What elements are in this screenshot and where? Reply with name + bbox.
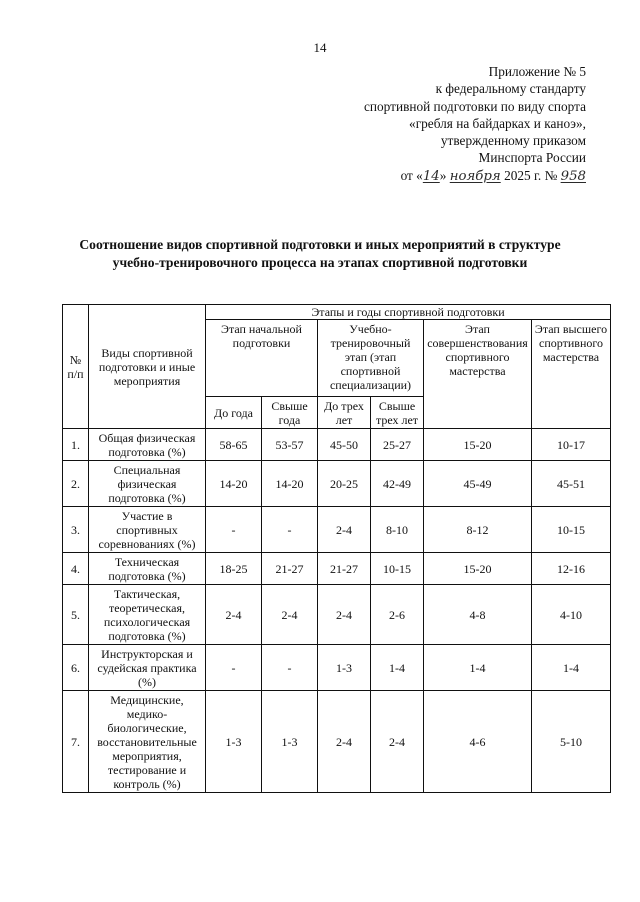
- cell-value: 14-20: [206, 461, 262, 507]
- cell-value: 1-3: [318, 645, 371, 691]
- cell-value: 45-49: [424, 461, 532, 507]
- row-number: 4.: [63, 553, 89, 585]
- cell-value: 45-50: [318, 429, 371, 461]
- row-name: Инструкторская и судейская практика (%): [89, 645, 206, 691]
- cell-value: 4-10: [532, 585, 611, 645]
- header-upto-three: До трех лет: [318, 397, 371, 429]
- cell-value: 53-57: [262, 429, 318, 461]
- appendix-block: [330, 63, 586, 185]
- table-row: [63, 553, 611, 585]
- header-kind: Виды спортивной подготовки и иные мероприятия: [89, 305, 206, 429]
- appendix-line: Минспорта России: [478, 150, 586, 166]
- order-date-line: [330, 167, 586, 185]
- cell-value: 10-15: [532, 507, 611, 553]
- row-name: Участие в спортивных соревнованиях (%): [89, 507, 206, 553]
- cell-value: 15-20: [424, 429, 532, 461]
- cell-value: 2-4: [262, 585, 318, 645]
- row-name: Общая физическая подготовка (%): [89, 429, 206, 461]
- header-higher-stage: Этап высшего спортивного мастерства: [532, 320, 611, 429]
- header-training-stage: Учебно-тренировочный этап (этап спортивной специализации): [318, 320, 424, 397]
- cell-value: 2-4: [318, 507, 371, 553]
- row-number: 3.: [63, 507, 89, 553]
- cell-value: 4-6: [424, 691, 532, 793]
- cell-value: 42-49: [371, 461, 424, 507]
- table-row: [63, 645, 611, 691]
- appendix-line: спортивной подготовки по виду спорта: [364, 98, 586, 114]
- cell-value: 10-17: [532, 429, 611, 461]
- header-upto-year: До года: [206, 397, 262, 429]
- handwritten-month: ноября: [449, 168, 501, 184]
- header-num: № п/п: [63, 305, 89, 429]
- document-title: [50, 236, 590, 272]
- row-name: Тактическая, теоретическая, психологическая подготовка (%): [89, 585, 206, 645]
- cell-value: 58-65: [206, 429, 262, 461]
- cell-value: 21-27: [318, 553, 371, 585]
- header-stages: Этапы и годы спортивной подготовки: [206, 305, 611, 320]
- cell-value: 2-4: [318, 585, 371, 645]
- cell-value: 1-3: [262, 691, 318, 793]
- date-mid: »: [439, 167, 447, 183]
- row-number: 6.: [63, 645, 89, 691]
- cell-value: 20-25: [318, 461, 371, 507]
- row-name: Специальная физическая подготовка (%): [89, 461, 206, 507]
- appendix-line: утвержденному приказом: [440, 133, 586, 149]
- header-initial-stage: Этап начальной подготовки: [206, 320, 318, 397]
- cell-value: 2-6: [371, 585, 424, 645]
- cell-value: 2-4: [371, 691, 424, 793]
- table-row: [63, 585, 611, 645]
- cell-value: 1-4: [424, 645, 532, 691]
- cell-value: 8-10: [371, 507, 424, 553]
- cell-value: 1-4: [532, 645, 611, 691]
- header-over-year: Свыше года: [262, 397, 318, 429]
- cell-value: 18-25: [206, 553, 262, 585]
- row-name: Техническая подготовка (%): [89, 553, 206, 585]
- header-improvement-stage: Этап совершенствования спортивного мастерства: [424, 320, 532, 429]
- table-row: [63, 429, 611, 461]
- cell-value: 1-3: [206, 691, 262, 793]
- row-number: 7.: [63, 691, 89, 793]
- cell-value: 12-16: [532, 553, 611, 585]
- title-line: учебно-тренировочного процесса на этапах спортивной подготовки: [112, 255, 528, 270]
- cell-value: 45-51: [532, 461, 611, 507]
- page-number: 14: [313, 40, 327, 55]
- row-number: 2.: [63, 461, 89, 507]
- appendix-line: к федеральному стандарту: [435, 81, 586, 97]
- cell-value: 8-12: [424, 507, 532, 553]
- cell-value: 21-27: [262, 553, 318, 585]
- cell-value: 4-8: [424, 585, 532, 645]
- cell-value: 2-4: [318, 691, 371, 793]
- cell-value: 25-27: [371, 429, 424, 461]
- cell-value: 10-15: [371, 553, 424, 585]
- row-number: 5.: [63, 585, 89, 645]
- table-row: [63, 461, 611, 507]
- cell-value: 15-20: [424, 553, 532, 585]
- title-line: Соотношение видов спортивной подготовки и иных мероприятий в структуре: [79, 237, 561, 252]
- table-row: [63, 507, 611, 553]
- header-over-three: Свыше трех лет: [371, 397, 424, 429]
- handwritten-order-number: 958: [560, 168, 586, 184]
- table-row: [63, 691, 611, 793]
- date-prefix: от «: [400, 167, 423, 183]
- cell-value: 2-4: [206, 585, 262, 645]
- cell-value: -: [206, 507, 262, 553]
- date-suffix: 2025 г. №: [504, 167, 558, 183]
- row-number: 1.: [63, 429, 89, 461]
- cell-value: 5-10: [532, 691, 611, 793]
- cell-value: 14-20: [262, 461, 318, 507]
- cell-value: 1-4: [371, 645, 424, 691]
- handwritten-day: 14: [422, 168, 440, 184]
- training-ratio-table: [62, 304, 611, 793]
- appendix-line: Приложение № 5: [488, 64, 586, 79]
- cell-value: -: [262, 645, 318, 691]
- row-name: Медицинские, медико-биологические, восстановительные мероприятия, тестирование и контроль (%): [89, 691, 206, 793]
- appendix-line: «гребля на байдарках и каноэ»,: [409, 115, 586, 131]
- cell-value: -: [206, 645, 262, 691]
- cell-value: -: [262, 507, 318, 553]
